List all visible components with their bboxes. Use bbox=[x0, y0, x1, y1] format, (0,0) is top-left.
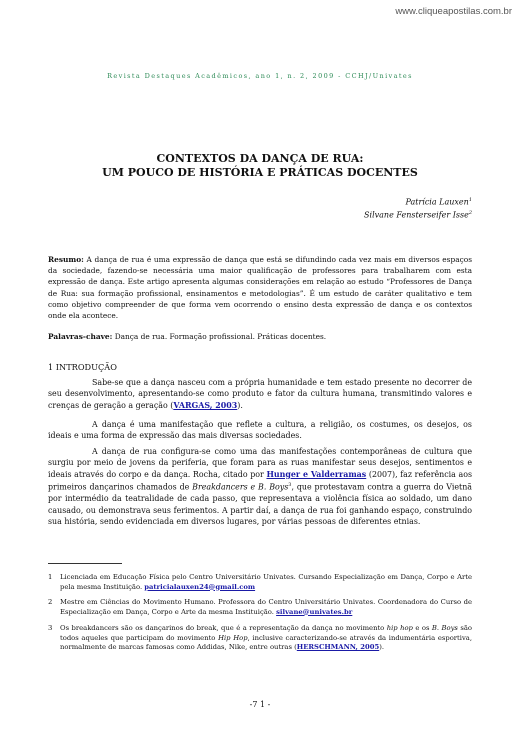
footnote-divider bbox=[48, 563, 122, 564]
author-1-name: Patrícia Lauxen bbox=[405, 197, 469, 207]
footnote-2 bbox=[48, 598, 472, 617]
author-1 bbox=[405, 197, 472, 207]
footnote-1-email-link[interactable]: patricialauxen24@gmail.com bbox=[144, 582, 256, 591]
abstract-text: A dança de rua é uma expressão de dança que está se difundindo cada vez mais em diversos espaços da sociedade, fazendo-se necessária uma maior qualificação de professores para trabalharem com esta expressão de dança. Este artigo apresenta algumas considerações em relação ao estudo “Professores de Dança de Rua: sua formação profissional, ensinamentos e metodologias”. É um estudo de caráter qualitativo e tem como objetivo compreender de que forma vem ocorrendo o ensino desta expressão de dança e os contextos onde ela acontece. bbox=[48, 255, 472, 321]
footnote-ref-3: 3 bbox=[288, 482, 292, 489]
p3-text-c: , que protestavam contra a guerra do Vietnã por intermédio da teatralidade de cada passo, que representava a violência física ao soldado, um dano causado, ou demonstrava seus ferimentos. A partir daí, a dança de rua foi ganhando espaço, construindo sua história, sendo evidenciada em diversos lugares, por várias pessoas de diferentes etnias. bbox=[48, 482, 472, 527]
footnote-3-text-d: , inclusive caracterizando-se através da indumentária esportiva, normalmente de marcas famosas como Addidas, Nike, entre outras ( bbox=[60, 633, 472, 652]
title-line-1: CONTEXTOS DA DANÇA DE RUA: bbox=[156, 152, 364, 165]
author-2-note: 2 bbox=[468, 210, 472, 216]
keywords bbox=[48, 331, 472, 342]
p1-end: ). bbox=[237, 400, 243, 410]
footnote-3-text-e: ). bbox=[379, 643, 385, 652]
footnote-3 bbox=[48, 624, 472, 653]
section-heading: 1 INTRODUÇÃO bbox=[48, 362, 117, 372]
abstract-label: Resumo: bbox=[48, 255, 84, 264]
footnote-1-number: 1 bbox=[48, 573, 53, 581]
footnote-3-text-a: Os breakdancers são os dançarinos do break, que é a representação da dança no movimento bbox=[60, 624, 387, 632]
title-line-2: UM POUCO DE HISTÓRIA E PRÁTICAS DOCENTES bbox=[102, 166, 418, 179]
footnote-3-text-c: são todos aqueles que participam do movimento bbox=[60, 624, 473, 642]
keywords-text: Dança de rua. Formação profissional. Práticas docentes. bbox=[112, 332, 327, 341]
page-number: -7 1 - bbox=[249, 700, 271, 709]
citation-link-herschmann[interactable]: HERSCHMANN, 2005 bbox=[296, 643, 380, 652]
author-2-name: Silvane Fensterseifer Isse bbox=[364, 210, 469, 220]
keywords-label: Palavras-chave: bbox=[48, 332, 113, 341]
footnote-3-italic-3: Hip Hop bbox=[218, 633, 248, 642]
footnote-1 bbox=[48, 573, 472, 592]
p1-text: Sabe-se que a dança nasceu com a própria humanidade e tem estado presente no decorrer de seu desenvolvimento, apresentando-se como produto e fator da cultura humana, transmitindo valores e crenças de geração a geração ( bbox=[48, 378, 472, 410]
paragraph-2: A dança é uma manifestação que reflete a cultura, a religião, os costumes, os desejos, os ideais e uma forma de expressão das mais diversas sociedades. bbox=[48, 420, 472, 441]
site-watermark: www.cliqueapostilas.com.br bbox=[395, 6, 512, 17]
footnote-3-italic-1: hip hop bbox=[386, 624, 413, 632]
author-1-note: 1 bbox=[468, 197, 472, 203]
author-2 bbox=[364, 210, 472, 220]
p3-text-b: (2007), faz referência aos primeiros dançarinos chamados de bbox=[48, 469, 473, 492]
footnote-3-number: 3 bbox=[48, 624, 53, 632]
paragraph-3 bbox=[48, 446, 472, 527]
abstract bbox=[48, 254, 472, 321]
p3-text-a: A dança de rua configura-se como uma das manifestações contemporâneas de cultura que surgiu por meio de jovens da periferia, que foram para as ruas manifestar seus desejos, sentimentos e ideais através do corpo e da dança. Rocha, citado por bbox=[48, 447, 472, 479]
citation-link-hunger[interactable]: Hunger e Valderramas bbox=[266, 469, 367, 479]
article-title bbox=[0, 152, 520, 180]
citation-link-vargas[interactable]: VARGAS, 2003 bbox=[173, 400, 238, 410]
p3-italic: Breakdancers e B. Boys bbox=[192, 482, 289, 492]
footnote-1-text: Licenciada em Educação Física pelo Centro Universitário Univates. Cursando Especialização em Dança, Corpo e Arte pela mesma Instituição. bbox=[60, 573, 472, 591]
paragraph-1 bbox=[48, 377, 472, 411]
footnote-2-text: Mestre em Ciências do Movimento Humano. Professora do Centro Universitário Univates. Coordenadora do Curso de Especialização em Dança, Corpo e Arte da mesma Instituição. bbox=[60, 598, 472, 616]
journal-header: Revista Destaques Acadêmicos, ano 1, n. 2, 2009 - CCHJ/Univates bbox=[107, 72, 413, 80]
footnote-3-text-b: e os bbox=[412, 624, 432, 632]
footnote-2-email-link[interactable]: silvane@univates.br bbox=[276, 607, 353, 616]
footnote-3-italic-2: B. Boys bbox=[431, 624, 458, 632]
footnote-2-number: 2 bbox=[48, 598, 53, 606]
